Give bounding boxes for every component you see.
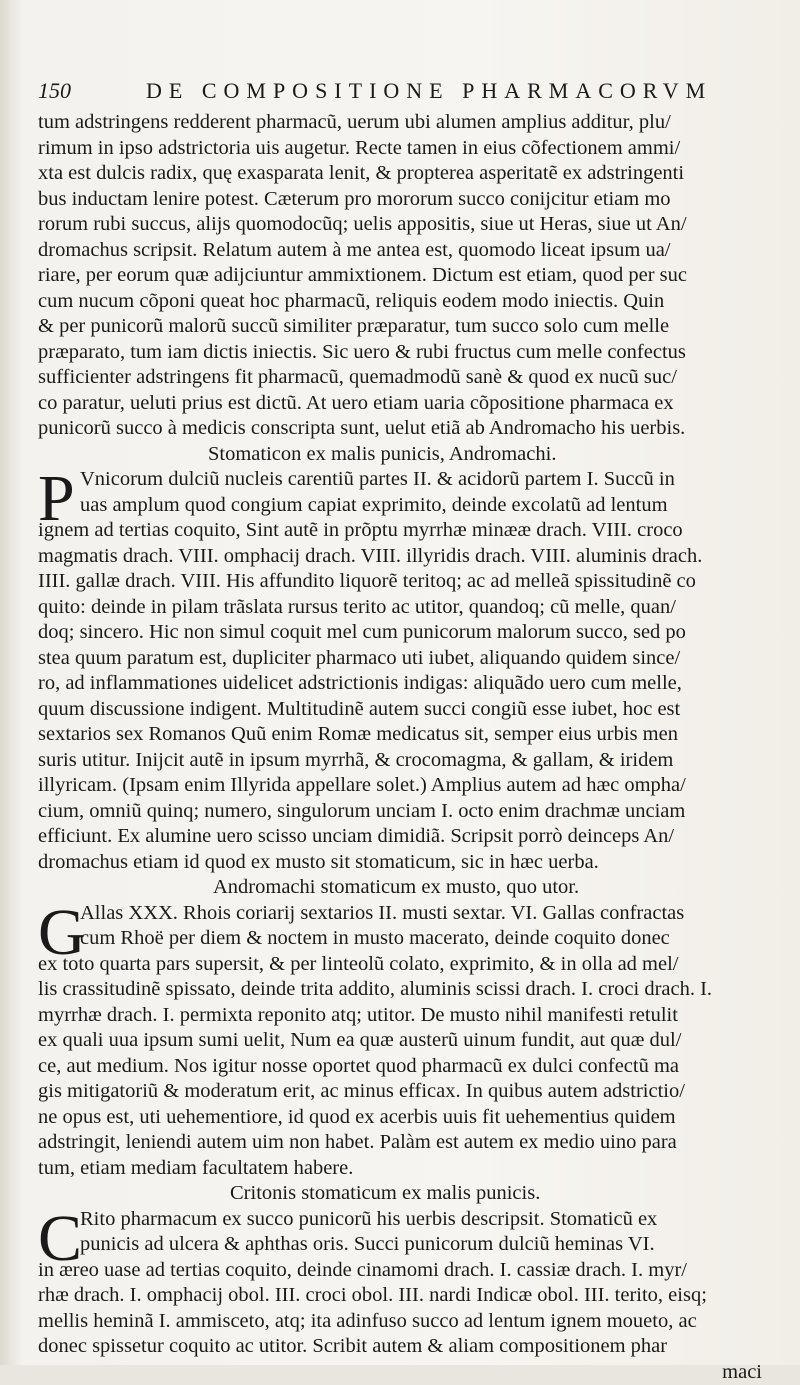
- text-line: stea quum paratum est, dupliciter pharmaco uti iubet, aliquando quidem since/: [38, 646, 768, 672]
- text-line: sextarios sex Romanos Quũ enim Romæ medicatus sit, semper eius urbis men: [38, 722, 768, 748]
- text-line: ne opus est, uti uehementiore, id quod ex acerbis uuis fit uehementius quidem: [38, 1105, 768, 1131]
- text-line: sufficienter adstringens fit pharmacũ, quemadmodũ sanè & quod ex nucũ suc/: [38, 365, 768, 391]
- section-heading: Stomaticon ex malis punicis, Andromachi.: [38, 442, 768, 468]
- running-title: DE COMPOSITIONE PHARMACORVM: [146, 78, 712, 104]
- paragraph-andromachi-stomaticon: [38, 467, 768, 875]
- text-line: rhæ drach. I. omphacij obol. III. croci obol. III. nardi Indicæ obol. III. terito, eisq;: [38, 1283, 768, 1309]
- text-line: mellis heminã I. ammisceto, atq; ita adinfuso succo ad lentum ignem moueto, ac: [38, 1309, 768, 1335]
- text-line: rimum in ipso adstrictoria uis augetur. Recte tamen in eius cõfectionem ammi/: [38, 136, 768, 162]
- text-line: cium, omniũ quinq; numero, singulorum unciam I. octo enim drachmæ unciam: [38, 799, 768, 825]
- drop-cap: G: [38, 905, 90, 961]
- text-line: uas amplum quod congium capiat exprimito, deinde excolatũ ad lentum: [38, 493, 768, 519]
- page-number: 150: [38, 78, 71, 104]
- text-line: illyricam. (Ipsam enim Illyrida appellare solet.) Amplius autem ad hæc ompha/: [38, 773, 768, 799]
- text-line: in æreo uase ad tertias coquito, deinde cinamomi drach. I. cassiæ drach. I. myr/: [38, 1258, 768, 1284]
- text-line: rorum rubi succus, alijs quomodocũq; uelis appositis, siue ut Heras, siue ut An/: [38, 212, 768, 238]
- text-line: ex toto quarta pars supersit, & per linteolũ colato, exprimito, & in olla ad mel/: [38, 952, 768, 978]
- text-line: præparato, tum iam dictis iniectis. Sic uero & rubi fructus cum melle confectus: [38, 340, 768, 366]
- text-line: riare, per eorum quæ adijciuntur ammixtionem. Dictum est etiam, quod per suc: [38, 263, 768, 289]
- text-line: Allas XXX. Rhois coriarij sextarios II. musti sextar. VI. Gallas confractas: [38, 901, 768, 927]
- paragraph-continuation: [38, 110, 768, 442]
- text-line: donec spissetur coquito ac utitor. Scribit autem & aliam compositionem phar: [38, 1334, 768, 1360]
- text-line: adstringit, leniendi autem uim non habet. Palàm est autem ex medio uino para: [38, 1130, 768, 1156]
- text-line: co paratur, ueluti prius est dictũ. At uero etiam uaria cõpositione pharmaca ex: [38, 391, 768, 417]
- text-line: ignem ad tertias coquito, Sint autẽ in prõptu myrrhæ minææ drach. VIII. croco: [38, 518, 768, 544]
- paragraph-critonis: [38, 1207, 768, 1360]
- text-line: & per punicorũ malorũ succũ similiter præparatur, tum succo solo cum melle: [38, 314, 768, 340]
- text-line: ex quali uua ipsum sumi uelit, Num ea quæ austerũ uinum fundit, aut quæ dul/: [38, 1028, 768, 1054]
- section-heading: Andromachi stomaticum ex musto, quo utor.: [38, 875, 768, 901]
- text-line: ce, aut medium. Nos igitur nosse oportet quod pharmacũ ex dulci confectũ ma: [38, 1054, 768, 1080]
- text-line: gis mitigatoriũ & moderatum erit, ac minus efficax. In quibus autem adstrictio/: [38, 1079, 768, 1105]
- text-line: ro, ad inflammationes uidelicet adstrictionis indigas: aliquãdo uero cum melle,: [38, 671, 768, 697]
- text-line: lis crassitudinẽ spissato, deinde trita addito, aluminis scissi drach. I. croci drach. I.: [38, 977, 768, 1003]
- body-text: [38, 110, 768, 1385]
- text-line: magmatis drach. VIII. omphacij drach. VIII. illyridis drach. VIII. aluminis drach.: [38, 544, 768, 570]
- text-line: punicorũ succo à medicis conscripta sunt, uelut etiã ab Andromacho his uerbis.: [38, 416, 768, 442]
- section-heading: Critonis stomaticum ex malis punicis.: [38, 1181, 768, 1207]
- text-line: xta est dulcis radix, quę exasparata lenit, & propterea asperitatẽ ex adstringenti: [38, 161, 768, 187]
- text-line: myrrhæ drach. I. permixta reponito atq; utitor. De musto nihil manifesti retulit: [38, 1003, 768, 1029]
- page-header: [38, 78, 768, 108]
- text-line: IIII. gallæ drach. VIII. His affundito liquorẽ teritoq; ac ad melleã spissitudinẽ co: [38, 569, 768, 595]
- text-line: bus inductam lenire potest. Cæterum pro mororum succo conijcitur etiam mo: [38, 187, 768, 213]
- text-line: cum nucum cõponi queat hoc pharmacũ, reliquis eodem modo iniectis. Quin: [38, 289, 768, 315]
- paragraph-andromachi-musto: [38, 901, 768, 1182]
- text-line: quito: deinde in pilam trãslata rursus terito ac utitor, quandoq; cũ melle, quan/: [38, 595, 768, 621]
- catchword: maci: [38, 1360, 768, 1385]
- text-line: punicis ad ulcera & aphthas oris. Succi punicorum dulciũ heminas VI.: [38, 1232, 768, 1258]
- drop-cap: P: [38, 471, 90, 527]
- text-line: dromachus scripsit. Relatum autem à me antea est, quomodo liceat ipsum ua/: [38, 238, 768, 264]
- text-line: doq; sincero. Hic non simul coquit mel cum punicorum malorum succo, sed po: [38, 620, 768, 646]
- text-line: quum discussione indigent. Multitudinẽ autem succi congiũ esse iubet, hoc est: [38, 697, 768, 723]
- text-line: tum adstringens redderent pharmacũ, uerum ubi alumen amplius additur, plu/: [38, 110, 768, 136]
- text-line: dromachus etiam id quod ex musto sit stomaticum, sic in hæc uerba.: [38, 850, 768, 876]
- text-line: suris utitur. Inijcit autẽ in ipsum myrrhã, & crocomagma, & gallam, & iridem: [38, 748, 768, 774]
- text-line: Rito pharmacum ex succo punicorũ his uerbis descripsit. Stomaticũ ex: [38, 1207, 768, 1233]
- text-line: cum Rhoë per diem & noctem in musto macerato, deinde coquito donec: [38, 926, 768, 952]
- text-line: efficiunt. Ex alumine uero scisso unciam dimidiã. Scripsit porrò deinceps An/: [38, 824, 768, 850]
- text-line: tum, etiam mediam facultatem habere.: [38, 1156, 768, 1182]
- text-line: Vnicorum dulciũ nucleis carentiũ partes II. & acidorũ partem I. Succũ in: [38, 467, 768, 493]
- drop-cap: C: [38, 1211, 90, 1267]
